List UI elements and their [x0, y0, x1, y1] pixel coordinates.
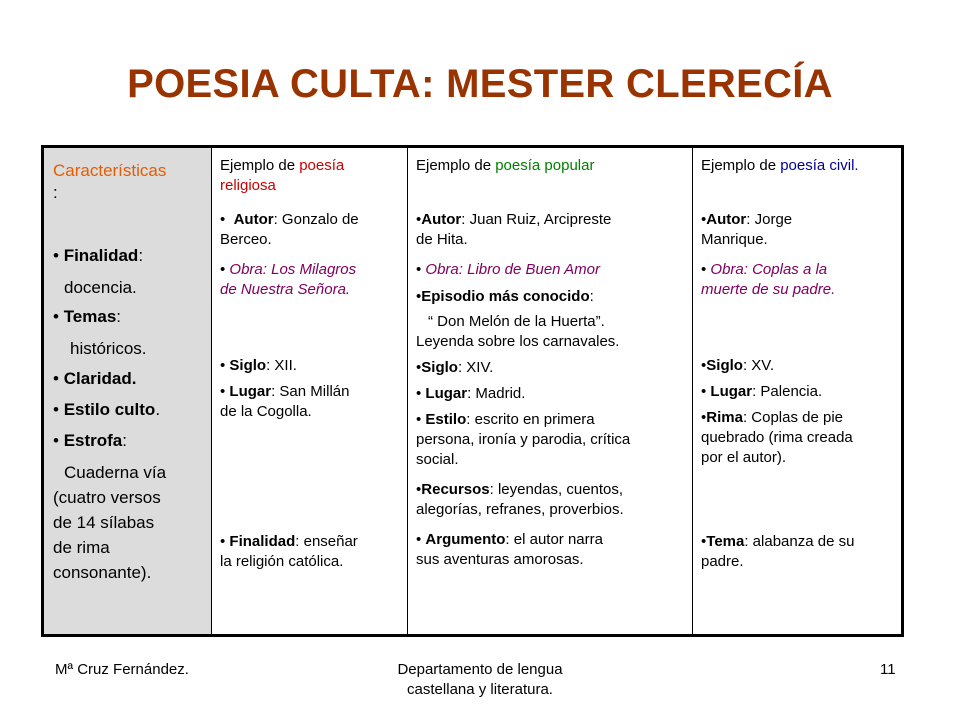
civil-obra: • Obra: Coplas a la [701, 261, 828, 278]
popular-argumento-2: sus aventuras amorosas. [416, 551, 584, 568]
civil-rima-2: quebrado (rima creada [701, 429, 853, 446]
civil-rima-3: por el autor). [701, 449, 787, 466]
estrofa-item: • Estrofa: [53, 431, 127, 450]
characteristics-heading: Características [53, 161, 167, 180]
religious-finalidad-2: la religión católica. [220, 553, 344, 570]
temas-item: • Temas: [53, 307, 122, 326]
popular-episodio-3: Leyenda sobre los carnavales. [416, 333, 620, 350]
popular-recursos-2: alegorías, refranes, proverbios. [416, 501, 624, 518]
civil-obra-2: muerte de su padre. [701, 281, 836, 298]
religious-lugar: • Lugar: San Millán [220, 383, 350, 400]
finalidad-item: • Finalidad: [53, 246, 144, 265]
popular-estilo-3: social. [416, 451, 459, 468]
religious-lugar-2: de la Cogolla. [220, 403, 312, 420]
civil-heading: Ejemplo de poesía civil. [701, 157, 859, 174]
finalidad-value: docencia. [64, 278, 137, 297]
popular-episodio-2: “ Don Melón de la Huerta”. [428, 313, 605, 330]
estilo-item: • Estilo culto. [53, 400, 161, 419]
estrofa-value-4: de rima [53, 538, 110, 557]
popular-siglo: •Siglo: XIV. [416, 359, 494, 376]
civil-rima: •Rima: Coplas de pie [701, 409, 844, 426]
estrofa-value-3: de 14 sílabas [53, 513, 155, 532]
popular-heading: Ejemplo de poesía popular [416, 157, 595, 174]
religious-poetry-column [211, 148, 407, 634]
popular-lugar: • Lugar: Madrid. [416, 385, 526, 402]
civil-autor: •Autor: Jorge [701, 211, 793, 228]
popular-estilo: • Estilo: escrito en primera [416, 411, 595, 428]
religious-obra-2: de Nuestra Señora. [220, 281, 351, 298]
estrofa-value-2: (cuatro versos [53, 488, 161, 507]
popular-obra: • Obra: Libro de Buen Amor [416, 261, 600, 278]
popular-autor: •Autor: Juan Ruiz, Arcipreste [416, 211, 612, 228]
temas-value: históricos. [70, 339, 147, 358]
civil-poetry-column [692, 148, 901, 634]
popular-poetry-column [407, 148, 692, 634]
popular-recursos: •Recursos: leyendas, cuentos, [416, 481, 624, 498]
footer-department: Departamento de lengua castellana y literatura. [397, 661, 563, 698]
religious-heading: Ejemplo de poesía [220, 157, 345, 174]
page-number: 11 [880, 661, 896, 678]
civil-tema: •Tema: alabanza de su [701, 533, 855, 550]
popular-autor-2: de Hita. [416, 231, 468, 248]
civil-autor-2: Manrique. [701, 231, 768, 248]
religious-autor-2: Berceo. [220, 231, 272, 248]
characteristics-heading-colon: : [53, 183, 58, 202]
popular-estilo-2: persona, ironía y parodia, crítica [416, 431, 631, 448]
characteristics-column [44, 148, 211, 634]
religious-heading-2: religiosa [220, 177, 276, 194]
comparison-table [41, 145, 904, 637]
religious-obra: • Obra: Los Milagros [220, 261, 357, 278]
civil-tema-2: padre. [701, 553, 744, 570]
estrofa-value-1: Cuaderna vía [64, 463, 167, 482]
footer-author: Mª Cruz Fernández. [55, 661, 189, 678]
religious-finalidad: • Finalidad: enseñar [220, 533, 358, 550]
popular-argumento: • Argumento: el autor narra [416, 531, 603, 548]
religious-siglo: • Siglo: XII. [220, 357, 297, 374]
civil-lugar: • Lugar: Palencia. [701, 383, 823, 400]
religious-autor: • Autor: Gonzalo de [220, 211, 359, 228]
claridad-item: • Claridad. [53, 369, 137, 388]
estrofa-value-5: consonante). [53, 563, 152, 582]
civil-siglo: •Siglo: XV. [701, 357, 775, 374]
slide-title: POESIA CULTA: MESTER CLERECÍA [127, 62, 833, 106]
popular-episodio: •Episodio más conocido: [416, 288, 594, 305]
